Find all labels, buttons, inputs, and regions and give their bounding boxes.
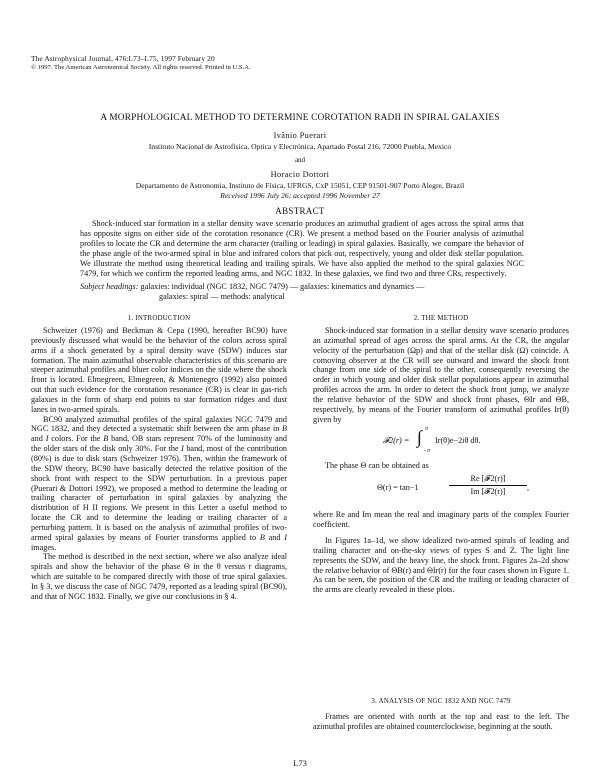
analysis-column [313, 712, 569, 732]
method-paragraph-4: In Figures 1a–1d, we show idealized two-armed spirals of leading and trailing character and on-the-sky views of types S and Z. The light line represents the SDW, and the heavy line, the shock front. Figures 2a–2d show the relative behavior of ΘB(r) and ΘIr(r) for the four cases shown in Figure 1. As can be seen, the position of the CR and the trailing or leading character of the arms are clearly revealed in these plots. [313, 535, 569, 595]
journal-line: The Astrophysical Journal, 476:L73–L75, 1997 February 20 [31, 54, 215, 63]
author-1-name: Ivânio Puerari [273, 131, 327, 140]
equation-phase [313, 474, 569, 504]
equation-1-rhs: Ir(θ)e−2iθ dθ. [435, 436, 481, 446]
page-number: L73 [293, 758, 307, 768]
author-2-affiliation: Departamento de Astronomia, Instituto de Física, UFRGS, CxP 15051, CEP 91501-907 Porto Alegre, Brazil [135, 181, 465, 190]
equation-1-lower-limit: −π [423, 448, 431, 455]
abstract-text: Shock-induced star formation in a stellar density wave scenario produces an azimuthal gradient of ages across the spiral arms that has opposite signs on either side of the corotation resonance (CR). We present a method based on the Fourier analysis of azimuthal profiles to locate the CR and determine the arm character (trailing or leading) in spiral galaxies. Basically, we compare the behavior of the phase angle of the two-armed spiral in blue and infrared colors that pick out, respectively, young and older disk stellar population. We illustrate the method using theoretical leading and trailing spirals. We have also applied the method to the spiral galaxies NGC 7479, for which we confirm the reported leading arms, and NGC 1832. In these galaxies, we find two and three CRs, respectively. [80, 219, 524, 279]
and-separator: and [294, 156, 306, 164]
abstract-heading: ABSTRACT [275, 206, 325, 216]
equation-2-numerator: Re [𝓕2(r)] [449, 474, 527, 486]
subject-line-2: galaxies: spiral — methods: analytical [159, 292, 285, 302]
method-column [313, 326, 569, 595]
journal-header [31, 54, 251, 72]
equation-2-denominator: Im [𝓕2(r)] [470, 487, 506, 497]
equation-fourier-transform [313, 427, 569, 457]
intro-paragraph-1: Schweizer (1976) and Beckman & Cepa (1990, hereafter BC90) have previously discussed what would be the behavior of the colors across spiral arms if a shock generated by a spiral density wave (SDW) induces star formation. The main azimuthal observable characteristics of this scenario are steeper azimuthal profiles and bluer color indices on the side where the shock front is located. Elmegreen, Elmegreen, & Montenegro (1992) also pointed out that such evidence for the corotation resonance (CR) is clear in gas-rich galaxies in the form of sharp end points to star formation ridges and dust lanes in two-armed spirals. [31, 326, 287, 414]
method-paragraph-3: where Re and Im mean the real and imaginary parts of the complex Fourier coefficient. [313, 510, 569, 530]
integral-sign: ∫ [417, 427, 422, 448]
copyright-line: © 1997. The American Astronomical Society. All rights reserved. Printed in U.S.A. [31, 64, 251, 71]
author-1-affiliation: Instituto Nacional de Astrofísica, Optica y Electrónica, Apartado Postal 216, 72000 Puebla, Mexico [148, 142, 452, 151]
equation-1-upper-limit: π [425, 426, 429, 433]
equation-1-lhs: 𝓕2(r) = [383, 436, 410, 446]
section-heading-method: 2. THE METHOD [413, 315, 469, 322]
author-2-name: Horacio Dottori [270, 170, 330, 179]
analysis-paragraph-1: Frames are oriented with north at the top and east to the left. The azimuthal profiles are obtained counterclockwise, beginning at the south. [313, 712, 569, 731]
section-heading-analysis: 3. ANALYSIS OF NGC 1832 AND NGC 7479 [371, 698, 511, 705]
subject-label: Subject headings: [80, 282, 139, 291]
subject-line-1: galaxies: individual (NGC 1832, NGC 7479) — galaxies: kinematics and dynamics — [140, 282, 425, 291]
equation-2-comma: , [527, 483, 530, 493]
paper-title: A MORPHOLOGICAL METHOD TO DETERMINE COROTATION RADII IN SPIRAL GALAXIES [100, 113, 500, 123]
subject-headings [80, 282, 524, 302]
method-paragraph-2: The phase Θ can be obtained as [325, 461, 429, 471]
introduction-column [31, 326, 287, 602]
equation-2-fraction [449, 474, 530, 497]
equation-2-lhs: Θ(r) = tan−1 [377, 483, 419, 493]
received-date: Received 1996 July 26; accepted 1996 November 27 [220, 191, 380, 200]
section-heading-introduction: 1. INTRODUCTION [127, 315, 191, 322]
intro-paragraph-2: BC90 analyzed azimuthal profiles of the spiral galaxies NGC 7479 and NGC 1832, and they detected a systematic shift between the arm phase in B and I colors. For the B band, OB stars represent 70% of the luminosity and the older stars of the disk only 30%. For the I band, most of the contribution (80%) is due to disk stars (Schweizer 1976). Then, within the framework of the SDW theory, BC90 have basically detected the relative position of the shock front with respect to the SDW perturbation. In a previous paper (Puerari & Dottori 1992), we proposed a method to determine the leading or trailing character of perturbation in spiral galaxies by analyzing the distribution of H II regions. We present in this Letter a useful method to locate the CR and to determine the leading or trailing character of a perturbing pattern. It is based on the analysis of azimuthal profiles of two-armed spiral galaxies by means of Fourier transforms applied to B and I images. [31, 414, 288, 552]
method-paragraph-1: Shock-induced star formation in a stellar density wave scenario produces an azimuthal spread of ages across the spiral arms. At the CR, the angular velocity of the perturbation (Ωp) and that of the stellar disk (Ω) coincide. A comoving observer at the CR will see outward and inward the shock front change from one side of the spiral to the other, consequently reversing the order in which young and older disk stellar populations appear in azimuthal profiles across the arm. In order to detect the shock front jump, we analyze the relative behavior of the SDW and shock front phases, ΘIr and ΘB, respectively, by means of the Fourier transform of azimuthal profiles Ir(θ) given by [313, 326, 569, 424]
intro-paragraph-3: The method is described in the next section, where we also analyze ideal spirals and show the behavior of the phase Θ in the θ versus r diagrams, which are suitable to be compared directly with those of true spiral galaxies. In § 3, we discuss the case of NGC 7479, reported as a leading spiral (BC90), and that of NGC 1832. Finally, we give our conclusions in § 4. [31, 552, 287, 601]
